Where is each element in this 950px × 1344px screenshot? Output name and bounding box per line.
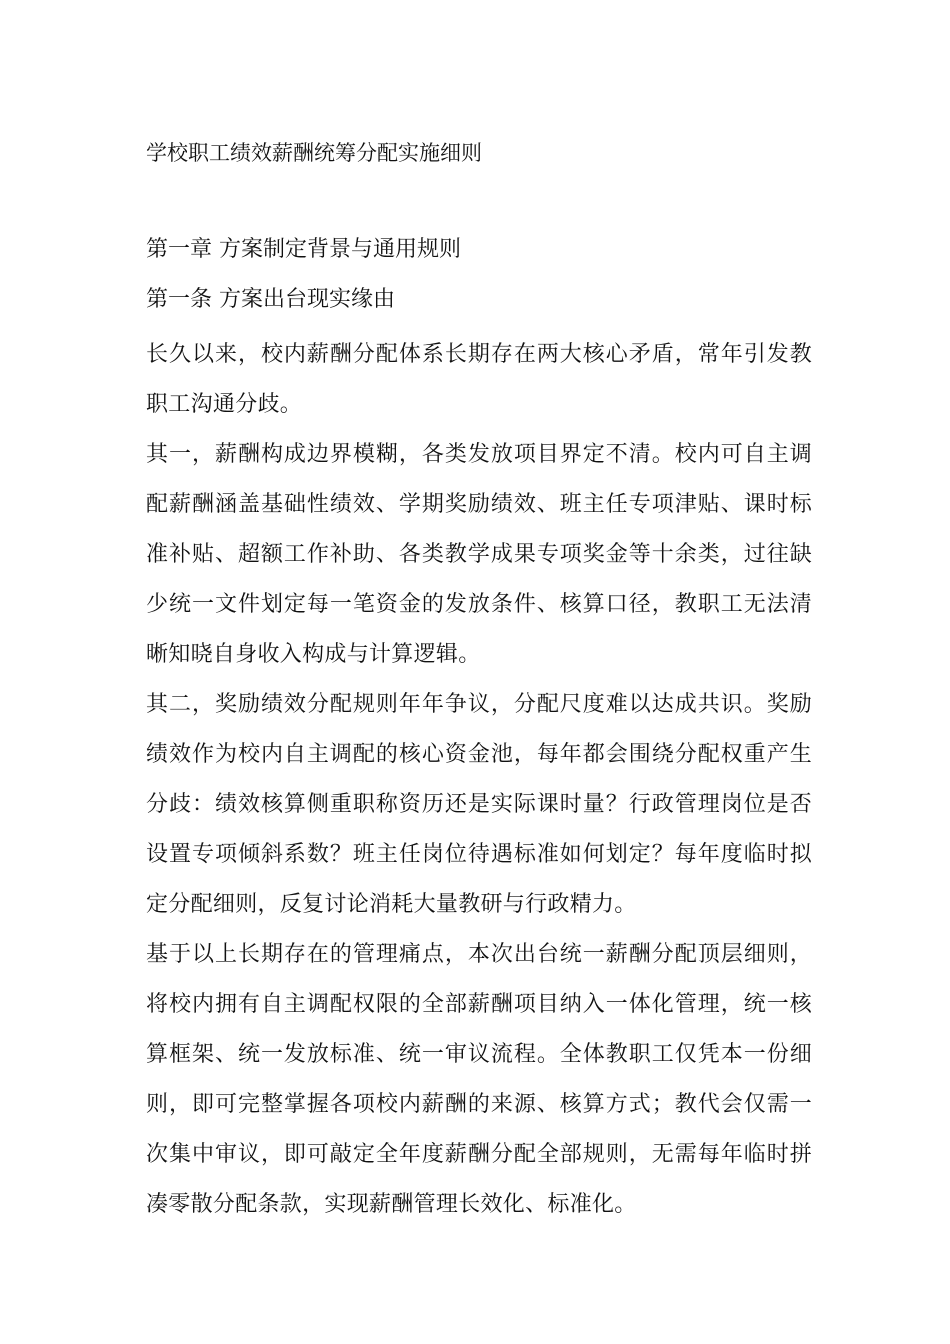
chapter-heading: 第一章 方案制定背景与通用规则: [146, 237, 461, 262]
paragraph-conclusion: 基于以上长期存在的管理痛点，本次出台统一薪酬分配顶层细则，将校内拥有自主调配权限的全部薪酬项目纳入一体化管理，统一核算框架、统一发放标准、统一审议流程。全体教职工仅凭本一份细则，即可完整掌握各项校内薪酬的来源、核算方式；教代会仅需一次集中审议，即可敲定全年度薪酬分配全部规则，无需每年临时拼凑零散分配条款，实现薪酬管理长效化、标准化。: [146, 942, 812, 1217]
paragraph-intro: 长久以来，校内薪酬分配体系长期存在两大核心矛盾，常年引发教职工沟通分歧。: [146, 342, 812, 417]
document-body: [146, 230, 812, 1230]
paragraph-point-one: 其一，薪酬构成边界模糊，各类发放项目界定不清。校内可自主调配薪酬涵盖基础性绩效、学期奖励绩效、班主任专项津贴、课时标准补贴、超额工作补助、各类教学成果专项奖金等十余类，过往缺少统一文件划定每一笔资金的发放条件、核算口径，教职工无法清晰知晓自身收入构成与计算逻辑。: [146, 442, 812, 667]
document-title: 学校职工绩效薪酬统筹分配实施细则: [146, 141, 482, 165]
article-heading: 第一条 方案出台现实缘由: [146, 287, 395, 312]
paragraph-point-two: 其二，奖励绩效分配规则年年争议，分配尺度难以达成共识。奖励绩效作为校内自主调配的核心资金池，每年都会围绕分配权重产生分歧：绩效核算侧重职称资历还是实际课时量？行政管理岗位是否设置专项倾斜系数？班主任岗位待遇标准如何划定？每年度临时拟定分配细则，反复讨论消耗大量教研与行政精力。: [146, 692, 812, 917]
